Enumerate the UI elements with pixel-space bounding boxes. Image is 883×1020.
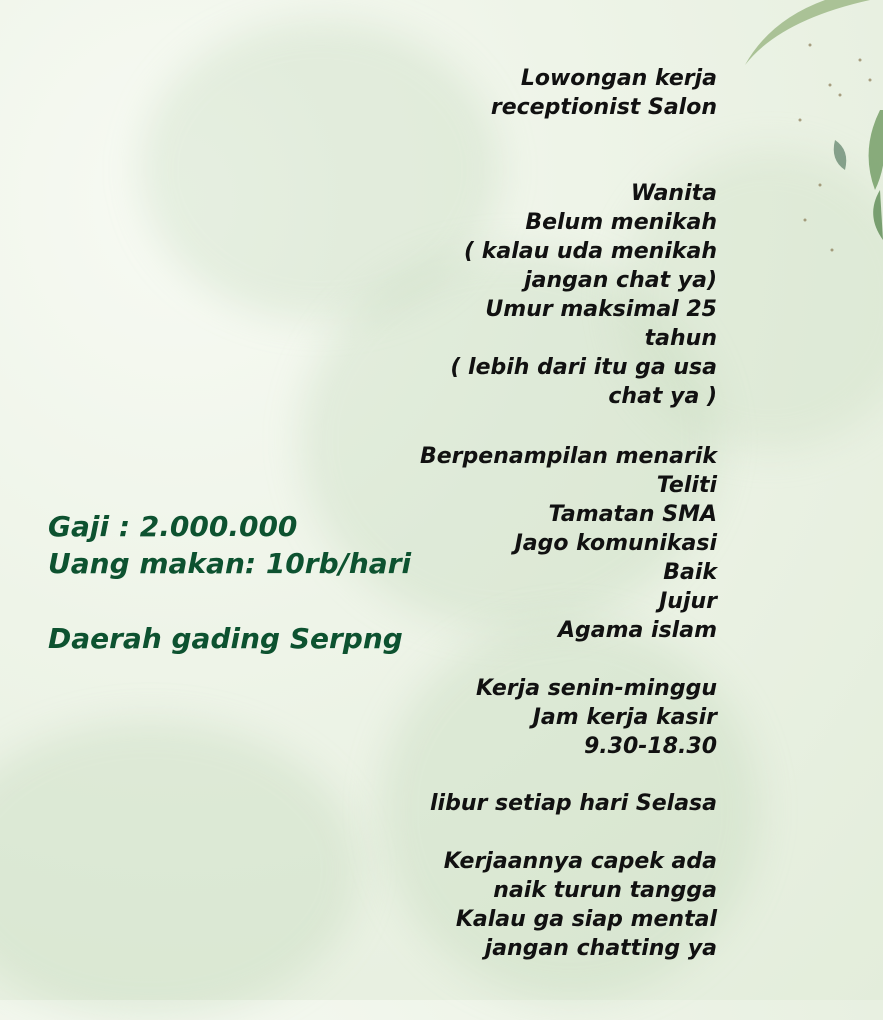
note-line: Kerjaannya capek ada [443,849,717,874]
day-off-line: libur setiap hari Selasa [430,791,717,816]
note-line: jangan chatting ya [484,936,717,961]
title-line: Lowongan kerja [520,66,717,91]
meal-allowance-text: Uang makan: 10rb/hari [48,547,412,580]
requirement-line: Umur maksimal 25 [485,297,717,322]
skill-line: Jujur [659,589,717,614]
requirement-line: ( kalau uda menikah [464,239,717,264]
location-text: Daerah gading Serpng [48,622,403,655]
work-schedule [476,674,717,761]
salary-text: Gaji : 2.000.000 [48,510,298,543]
skill-line: Baik [663,560,717,585]
title-line: receptionist Salon [490,95,717,120]
skill-line: Agama islam [558,618,717,643]
job-notes [444,847,717,963]
leaf-decoration-icon [740,0,883,260]
job-title [491,64,717,122]
note-line: naik turun tangga [493,878,717,903]
skill-line: Jago komunikasi [514,531,717,556]
skill-line: Teliti [656,473,717,498]
note-line: Kalau ga siap mental [455,907,717,932]
skill-line: Berpenampilan menarik [419,444,717,469]
schedule-line: Jam kerja kasir [532,705,717,730]
requirement-line: ( lebih dari itu ga usa [450,355,717,380]
requirement-line: jangan chat ya) [524,268,717,293]
schedule-line: Kerja senin-minggu [476,676,717,701]
requirement-line: chat ya ) [608,384,717,409]
requirement-line: Belum menikah [525,210,717,235]
requirement-line: tahun [644,326,717,351]
schedule-line: 9.30-18.30 [584,734,717,759]
personal-requirements [450,179,717,411]
skill-requirements [420,442,717,645]
day-off [430,789,717,818]
skill-line: Tamatan SMA [548,502,717,527]
requirement-line: Wanita [630,181,717,206]
